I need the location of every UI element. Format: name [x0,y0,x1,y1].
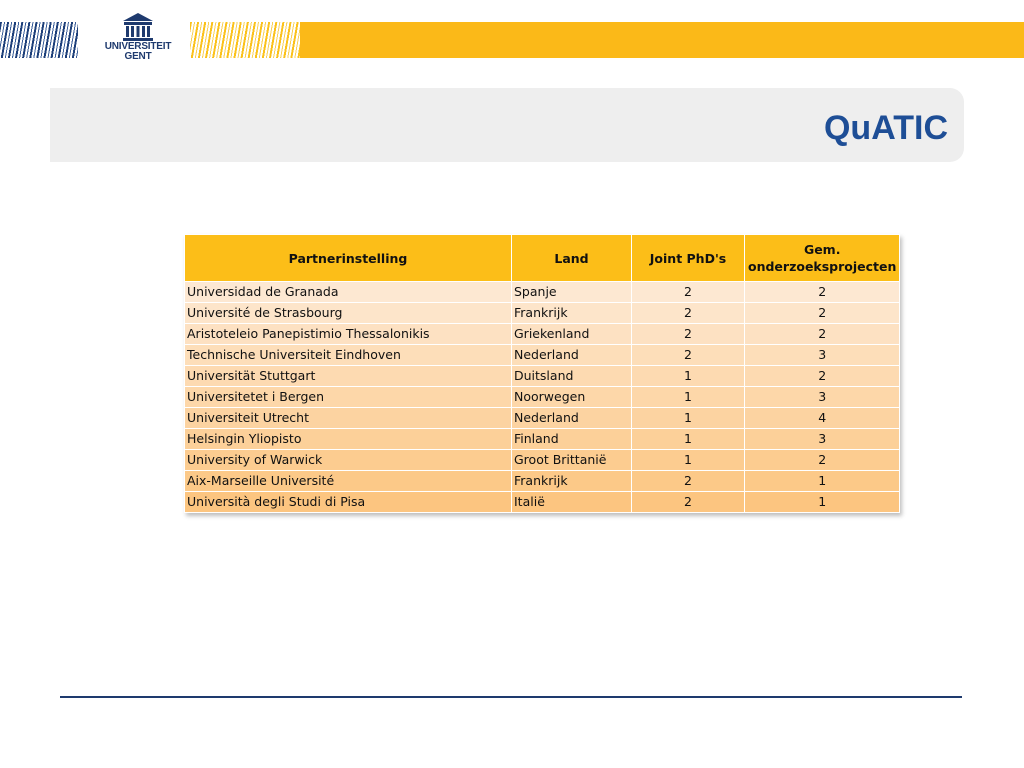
cell-projects: 4 [745,408,900,429]
table-row [185,366,900,387]
slide-title: QuATIC [823,109,948,147]
header-joint-phds: Joint PhD's [632,235,745,282]
cell-institution: Technische Universiteit Eindhoven [185,345,512,366]
cell-country: Nederland [512,408,632,429]
cell-institution: Universiteit Utrecht [185,408,512,429]
cell-projects: 1 [745,492,900,513]
logo-line-2: GENT [124,51,152,62]
cell-joint-phds: 1 [632,387,745,408]
cell-joint-phds: 1 [632,450,745,471]
cell-joint-phds: 2 [632,282,745,303]
cell-institution: Université de Strasbourg [185,303,512,324]
cell-joint-phds: 2 [632,492,745,513]
cell-country: Noorwegen [512,387,632,408]
cell-projects: 3 [745,429,900,450]
logo-line-1: UNIVERSITEIT [104,41,172,52]
cell-country: Spanje [512,282,632,303]
table-row [185,429,900,450]
cell-projects: 3 [745,345,900,366]
table-row [185,345,900,366]
cell-projects: 3 [745,387,900,408]
table-header-row [185,235,900,282]
banner-fade-stripes [190,22,310,58]
cell-country: Duitsland [512,366,632,387]
table-row [185,408,900,429]
cell-institution: Università degli Studi di Pisa [185,492,512,513]
banner-yellow-bar [300,22,1024,58]
table-row [185,471,900,492]
cell-projects: 2 [745,324,900,345]
cell-institution: Universitetet i Bergen [185,387,512,408]
bottom-divider [60,696,962,698]
cell-country: Finland [512,429,632,450]
cell-projects: 2 [745,282,900,303]
table-row [185,492,900,513]
table-row [185,282,900,303]
table-body [185,282,900,513]
cell-country: Italië [512,492,632,513]
cell-country: Frankrijk [512,471,632,492]
cell-country: Nederland [512,345,632,366]
cell-joint-phds: 1 [632,366,745,387]
header-partnerinstelling: Partnerinstelling [185,235,512,282]
cell-projects: 2 [745,303,900,324]
cell-institution: Helsingin Yliopisto [185,429,512,450]
header-land: Land [512,235,632,282]
cell-joint-phds: 1 [632,408,745,429]
cell-institution: Aristoteleio Panepistimio Thessalonikis [185,324,512,345]
cell-joint-phds: 2 [632,324,745,345]
cell-institution: Universität Stuttgart [185,366,512,387]
cell-country: Groot Brittanië [512,450,632,471]
header-projects: Gem. onderzoeksprojecten [745,235,900,282]
cell-institution: Aix-Marseille Université [185,471,512,492]
table-row [185,303,900,324]
building-icon [121,12,155,42]
cell-joint-phds: 2 [632,471,745,492]
cell-joint-phds: 2 [632,345,745,366]
banner-left-stripes [0,22,78,58]
cell-institution: University of Warwick [185,450,512,471]
cell-joint-phds: 1 [632,429,745,450]
cell-country: Griekenland [512,324,632,345]
cell-projects: 1 [745,471,900,492]
university-logo [96,12,180,68]
partner-table-container [184,234,900,513]
cell-joint-phds: 2 [632,303,745,324]
table-row [185,324,900,345]
cell-projects: 2 [745,366,900,387]
cell-projects: 2 [745,450,900,471]
partner-table [184,234,900,513]
cell-institution: Universidad de Granada [185,282,512,303]
title-bar [50,88,964,162]
table-row [185,387,900,408]
cell-country: Frankrijk [512,303,632,324]
table-row [185,450,900,471]
